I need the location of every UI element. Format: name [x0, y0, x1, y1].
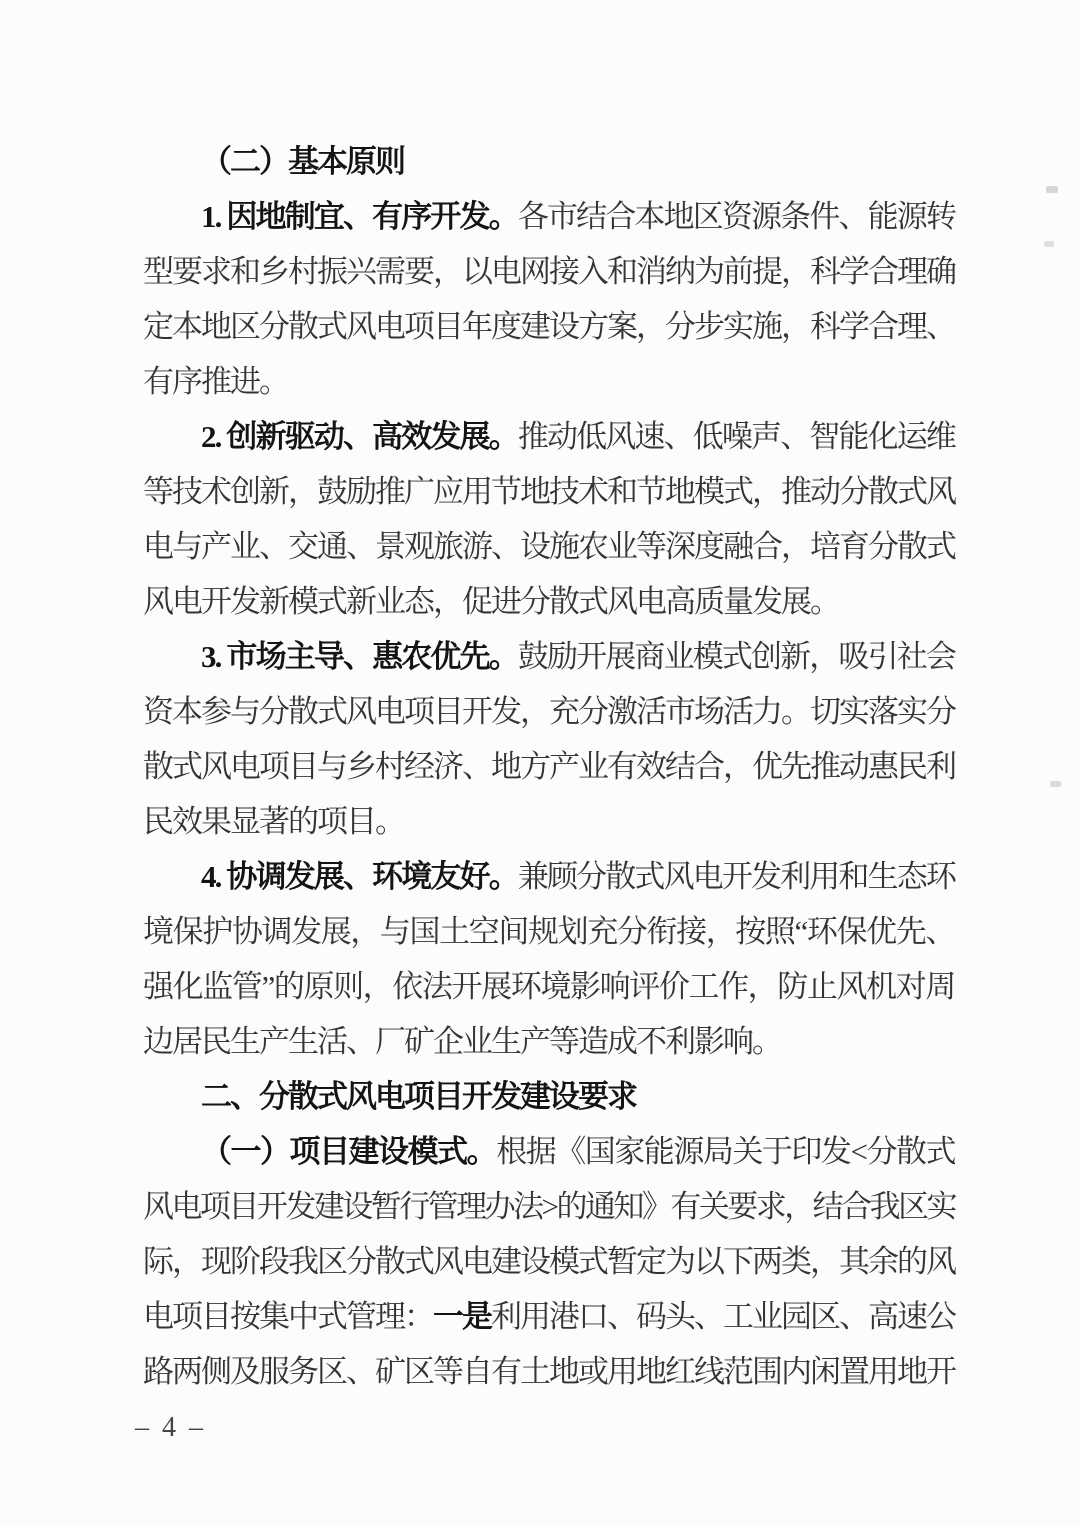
- text-line-content: [143, 529, 955, 564]
- text-line-content: [143, 804, 404, 839]
- text-block: [143, 134, 955, 1399]
- text-segment-bold: 3. 市场主导、惠农优先。: [201, 639, 518, 674]
- text-segment: 电与产业、交通、景观旅游、设施农业等深度融合，培育分散式: [143, 529, 955, 564]
- text-segment: 兼顾分散式风电开发利用和生态环: [517, 859, 956, 894]
- text-line: [143, 1124, 955, 1179]
- text-segment: 资本参与分散式风电项目开发，充分激活市场活力。切实落实分: [143, 694, 955, 729]
- text-segment: 鼓励开展商业模式创新，吸引社会: [517, 639, 956, 674]
- text-line-content: [143, 1024, 781, 1059]
- text-segment-bold: （二）基本原则: [201, 144, 404, 179]
- text-segment: 定本地区分散式风电项目年度建设方案，分步实施，科学合理、: [143, 309, 955, 344]
- text-line-content: [143, 1189, 955, 1224]
- text-line: [143, 1289, 955, 1344]
- text-segment: 散式风电项目与乡村经济、地方产业有效结合，优先推动惠民利: [143, 749, 955, 784]
- text-line-content: [201, 639, 955, 674]
- text-segment: 根据《国家能源局关于印发<分散式: [496, 1134, 956, 1169]
- text-line: [143, 739, 955, 794]
- text-line-content: [143, 694, 955, 729]
- text-segment-bold: 4. 协调发展、环境友好。: [201, 859, 518, 894]
- text-line: [143, 354, 955, 409]
- text-segment: 型要求和乡村振兴需要，以电网接入和消纳为前提，科学合理确: [143, 254, 955, 289]
- text-line: [143, 849, 955, 904]
- text-segment-bold: 2. 创新驱动、高效发展。: [201, 419, 518, 454]
- text-line: [143, 794, 955, 849]
- text-segment-bold: 二、分散式风电项目开发建设要求: [201, 1079, 636, 1114]
- text-line-content: [201, 199, 955, 234]
- text-line-content: [143, 364, 288, 399]
- text-line-content: [143, 254, 955, 289]
- text-segment: 边居民生产生活、厂矿企业生产等造成不利影响。: [143, 1024, 781, 1059]
- text-line: [143, 959, 955, 1014]
- text-line: [143, 409, 955, 464]
- text-line: [143, 1179, 955, 1234]
- text-line-content: [143, 1299, 955, 1334]
- text-segment-bold: 一是: [433, 1299, 491, 1334]
- text-line: [143, 629, 955, 684]
- text-segment: 境保护协调发展，与国土空间规划充分衔接，按照“环保优先、: [143, 914, 955, 949]
- text-line: [143, 1344, 955, 1399]
- scan-speck: [1044, 241, 1054, 247]
- text-segment-bold: 1. 因地制宜、有序开发。: [201, 199, 518, 234]
- scan-speck: [1046, 186, 1058, 193]
- text-line-content: [201, 859, 955, 894]
- text-segment-bold: （一）项目建设模式。: [201, 1134, 497, 1169]
- text-line-content: [143, 474, 955, 509]
- text-line: [143, 464, 955, 519]
- scan-speck: [1050, 781, 1061, 787]
- text-line-content: [201, 144, 404, 179]
- text-line-content: [143, 584, 839, 619]
- text-line-content: [143, 749, 955, 784]
- text-segment: 民效果显著的项目。: [143, 804, 404, 839]
- text-line: [143, 299, 955, 354]
- text-line-content: [201, 1079, 636, 1114]
- text-line-content: [143, 1244, 955, 1279]
- text-segment: 电项目按集中式管理：: [143, 1299, 433, 1334]
- text-line: [143, 684, 955, 739]
- text-segment: 等技术创新，鼓励推广应用节地技术和节地模式，推动分散式风: [143, 474, 955, 509]
- text-segment: 强化监管”的原则，依法开展环境影响评价工作，防止风机对周: [143, 969, 955, 1004]
- text-line-content: [143, 309, 955, 344]
- text-segment: 推动低风速、低噪声、智能化运维: [517, 419, 956, 454]
- text-line: [143, 189, 955, 244]
- text-line: [143, 134, 955, 189]
- page-number: – 4 –: [135, 1412, 206, 1443]
- text-segment: 利用港口、码头、工业园区、高速公: [491, 1299, 955, 1334]
- text-segment: 际，现阶段我区分散式风电建设模式暂定为以下两类，其余的风: [143, 1244, 955, 1279]
- text-line-content: [201, 1134, 955, 1169]
- text-segment: 风电项目开发建设暂行管理办法>的通知》有关要求，结合我区实: [143, 1189, 955, 1224]
- text-line-content: [201, 419, 955, 454]
- text-line: [143, 1069, 955, 1124]
- text-line-content: [143, 914, 955, 949]
- text-segment: 有序推进。: [143, 364, 288, 399]
- text-line: [143, 904, 955, 959]
- text-line: [143, 1234, 955, 1289]
- text-segment: 风电开发新模式新业态，促进分散式风电高质量发展。: [143, 584, 839, 619]
- text-line: [143, 1014, 955, 1069]
- text-line-content: [143, 1354, 955, 1389]
- text-line-content: [143, 969, 955, 1004]
- text-segment: 各市结合本地区资源条件、能源转: [517, 199, 956, 234]
- text-line: [143, 244, 955, 299]
- text-segment: 路两侧及服务区、矿区等自有土地或用地红线范围内闲置用地开: [143, 1354, 955, 1389]
- text-line: [143, 574, 955, 629]
- text-line: [143, 519, 955, 574]
